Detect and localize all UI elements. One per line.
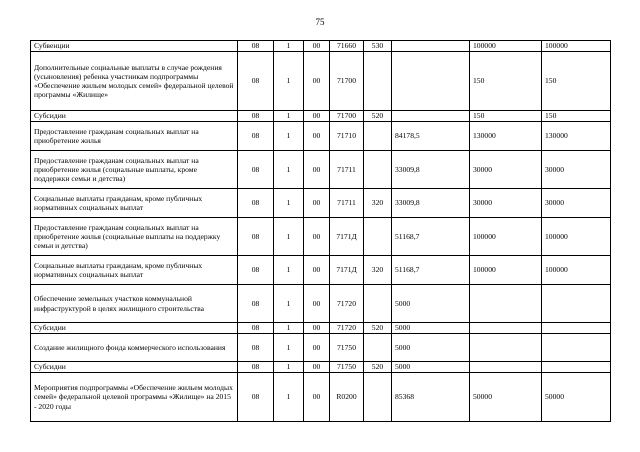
cell-name: Предоставление гражданам социальных выплат на приобретение жилья — [31, 122, 238, 151]
table-row — [31, 52, 611, 111]
cell-amount-3: 30000 — [542, 151, 611, 189]
cell-target-article: 7171Д — [330, 256, 364, 285]
cell-subprogram: 00 — [304, 323, 330, 334]
table-row — [31, 285, 611, 323]
cell-section: 08 — [238, 151, 274, 189]
cell-target-article: 71720 — [330, 285, 364, 323]
cell-amount-1: 51168,7 — [392, 256, 470, 285]
cell-subprogram: 00 — [304, 218, 330, 256]
cell-amount-2: 30000 — [470, 151, 542, 189]
table-row — [31, 122, 611, 151]
cell-amount-3 — [542, 334, 611, 362]
cell-amount-1 — [392, 52, 470, 111]
cell-expense-type — [364, 285, 392, 323]
cell-target-article: 7171Д — [330, 218, 364, 256]
cell-expense-type: 530 — [364, 41, 392, 52]
cell-target-article: 71710 — [330, 122, 364, 151]
cell-program: 1 — [274, 373, 304, 422]
cell-program: 1 — [274, 52, 304, 111]
table-row — [31, 362, 611, 373]
cell-subprogram: 00 — [304, 151, 330, 189]
cell-section: 08 — [238, 334, 274, 362]
cell-expense-type: 520 — [364, 111, 392, 122]
cell-name: Субсидии — [31, 111, 238, 122]
table-row — [31, 334, 611, 362]
cell-target-article: 71700 — [330, 111, 364, 122]
cell-amount-2: 150 — [470, 111, 542, 122]
cell-amount-3 — [542, 323, 611, 334]
cell-amount-1: 51168,7 — [392, 218, 470, 256]
cell-expense-type — [364, 334, 392, 362]
cell-subprogram: 00 — [304, 122, 330, 151]
cell-amount-3 — [542, 285, 611, 323]
cell-amount-2: 130000 — [470, 122, 542, 151]
cell-section: 08 — [238, 373, 274, 422]
cell-name: Мероприятия подпрограммы «Обеспечение жильем молодых семей» федеральной целевой программы «Жилище» на 2015 - 2020 годы — [31, 373, 238, 422]
cell-subprogram: 00 — [304, 52, 330, 111]
cell-name: Создание жилищного фонда коммерческого использования — [31, 334, 238, 362]
cell-expense-type — [364, 218, 392, 256]
cell-amount-3: 130000 — [542, 122, 611, 151]
cell-amount-3 — [542, 362, 611, 373]
cell-amount-2: 30000 — [470, 189, 542, 218]
cell-section: 08 — [238, 218, 274, 256]
cell-subprogram: 00 — [304, 111, 330, 122]
cell-amount-3: 100000 — [542, 218, 611, 256]
cell-program: 1 — [274, 151, 304, 189]
cell-amount-2 — [470, 323, 542, 334]
budget-table — [30, 40, 611, 422]
cell-subprogram: 00 — [304, 285, 330, 323]
cell-section: 08 — [238, 52, 274, 111]
table-row — [31, 256, 611, 285]
cell-amount-1 — [392, 41, 470, 52]
cell-section: 08 — [238, 256, 274, 285]
cell-program: 1 — [274, 122, 304, 151]
cell-name: Социальные выплаты гражданам, кроме публичных нормативных социальных выплат — [31, 256, 238, 285]
cell-name: Дополнительные социальные выплаты в случае рождения (усыновления) ребенка участникам подпрограммы «Обеспечение жильем молодых семей» федеральной целевой программы «Жилище» — [31, 52, 238, 111]
cell-subprogram: 00 — [304, 189, 330, 218]
cell-expense-type: 520 — [364, 323, 392, 334]
cell-expense-type: 320 — [364, 256, 392, 285]
cell-target-article: 71720 — [330, 323, 364, 334]
cell-program: 1 — [274, 41, 304, 52]
cell-expense-type — [364, 122, 392, 151]
cell-expense-type — [364, 52, 392, 111]
cell-section: 08 — [238, 122, 274, 151]
table-row — [31, 41, 611, 52]
cell-name: Обеспечение земельных участков коммунальной инфраструктурой в целях жилищного строительства — [31, 285, 238, 323]
cell-amount-2: 50000 — [470, 373, 542, 422]
cell-target-article: 71700 — [330, 52, 364, 111]
cell-name: Субсидии — [31, 323, 238, 334]
table-row — [31, 323, 611, 334]
cell-target-article: 71711 — [330, 151, 364, 189]
cell-expense-type — [364, 151, 392, 189]
cell-section: 08 — [238, 285, 274, 323]
cell-name: Предоставление гражданам социальных выплат на приобретение жилья (социальные выплаты, кроме поддержки семьи и детства) — [31, 151, 238, 189]
cell-program: 1 — [274, 189, 304, 218]
table-row — [31, 373, 611, 422]
cell-name: Субвенции — [31, 41, 238, 52]
table-row — [31, 189, 611, 218]
cell-program: 1 — [274, 285, 304, 323]
cell-amount-1: 84178,5 — [392, 122, 470, 151]
cell-subprogram: 00 — [304, 373, 330, 422]
cell-amount-2: 100000 — [470, 218, 542, 256]
cell-section: 08 — [238, 323, 274, 334]
cell-amount-1: 5000 — [392, 362, 470, 373]
table-row — [31, 111, 611, 122]
cell-amount-1: 33009,8 — [392, 151, 470, 189]
cell-amount-1: 33009,8 — [392, 189, 470, 218]
cell-amount-2 — [470, 285, 542, 323]
cell-target-article: 71750 — [330, 334, 364, 362]
cell-amount-2 — [470, 334, 542, 362]
cell-expense-type: 520 — [364, 362, 392, 373]
cell-amount-3: 100000 — [542, 41, 611, 52]
cell-section: 08 — [238, 111, 274, 122]
cell-amount-3: 100000 — [542, 256, 611, 285]
cell-amount-2: 100000 — [470, 256, 542, 285]
cell-target-article: 71750 — [330, 362, 364, 373]
cell-amount-2: 150 — [470, 52, 542, 111]
cell-name: Субсидии — [31, 362, 238, 373]
cell-subprogram: 00 — [304, 334, 330, 362]
cell-amount-1 — [392, 111, 470, 122]
cell-section: 08 — [238, 362, 274, 373]
cell-amount-3: 150 — [542, 52, 611, 111]
cell-amount-3: 150 — [542, 111, 611, 122]
cell-subprogram: 00 — [304, 362, 330, 373]
cell-amount-1: 5000 — [392, 323, 470, 334]
cell-amount-3: 50000 — [542, 373, 611, 422]
cell-name: Предоставление гражданам социальных выплат на приобретение жилья (социальные выплаты на поддержку семьи и детства) — [31, 218, 238, 256]
cell-amount-2: 100000 — [470, 41, 542, 52]
cell-program: 1 — [274, 111, 304, 122]
cell-amount-1: 5000 — [392, 334, 470, 362]
cell-section: 08 — [238, 41, 274, 52]
cell-section: 08 — [238, 189, 274, 218]
cell-name: Социальные выплаты гражданам, кроме публичных нормативных социальных выплат — [31, 189, 238, 218]
cell-target-article: 71660 — [330, 41, 364, 52]
cell-program: 1 — [274, 362, 304, 373]
cell-amount-3: 30000 — [542, 189, 611, 218]
cell-subprogram: 00 — [304, 41, 330, 52]
cell-amount-1: 85368 — [392, 373, 470, 422]
cell-target-article: R0200 — [330, 373, 364, 422]
cell-program: 1 — [274, 218, 304, 256]
cell-expense-type: 320 — [364, 189, 392, 218]
cell-amount-2 — [470, 362, 542, 373]
cell-expense-type — [364, 373, 392, 422]
cell-target-article: 71711 — [330, 189, 364, 218]
cell-subprogram: 00 — [304, 256, 330, 285]
cell-program: 1 — [274, 256, 304, 285]
cell-program: 1 — [274, 323, 304, 334]
table-row — [31, 218, 611, 256]
page-number: 75 — [315, 17, 325, 27]
cell-program: 1 — [274, 334, 304, 362]
table-row — [31, 151, 611, 189]
cell-amount-1: 5000 — [392, 285, 470, 323]
